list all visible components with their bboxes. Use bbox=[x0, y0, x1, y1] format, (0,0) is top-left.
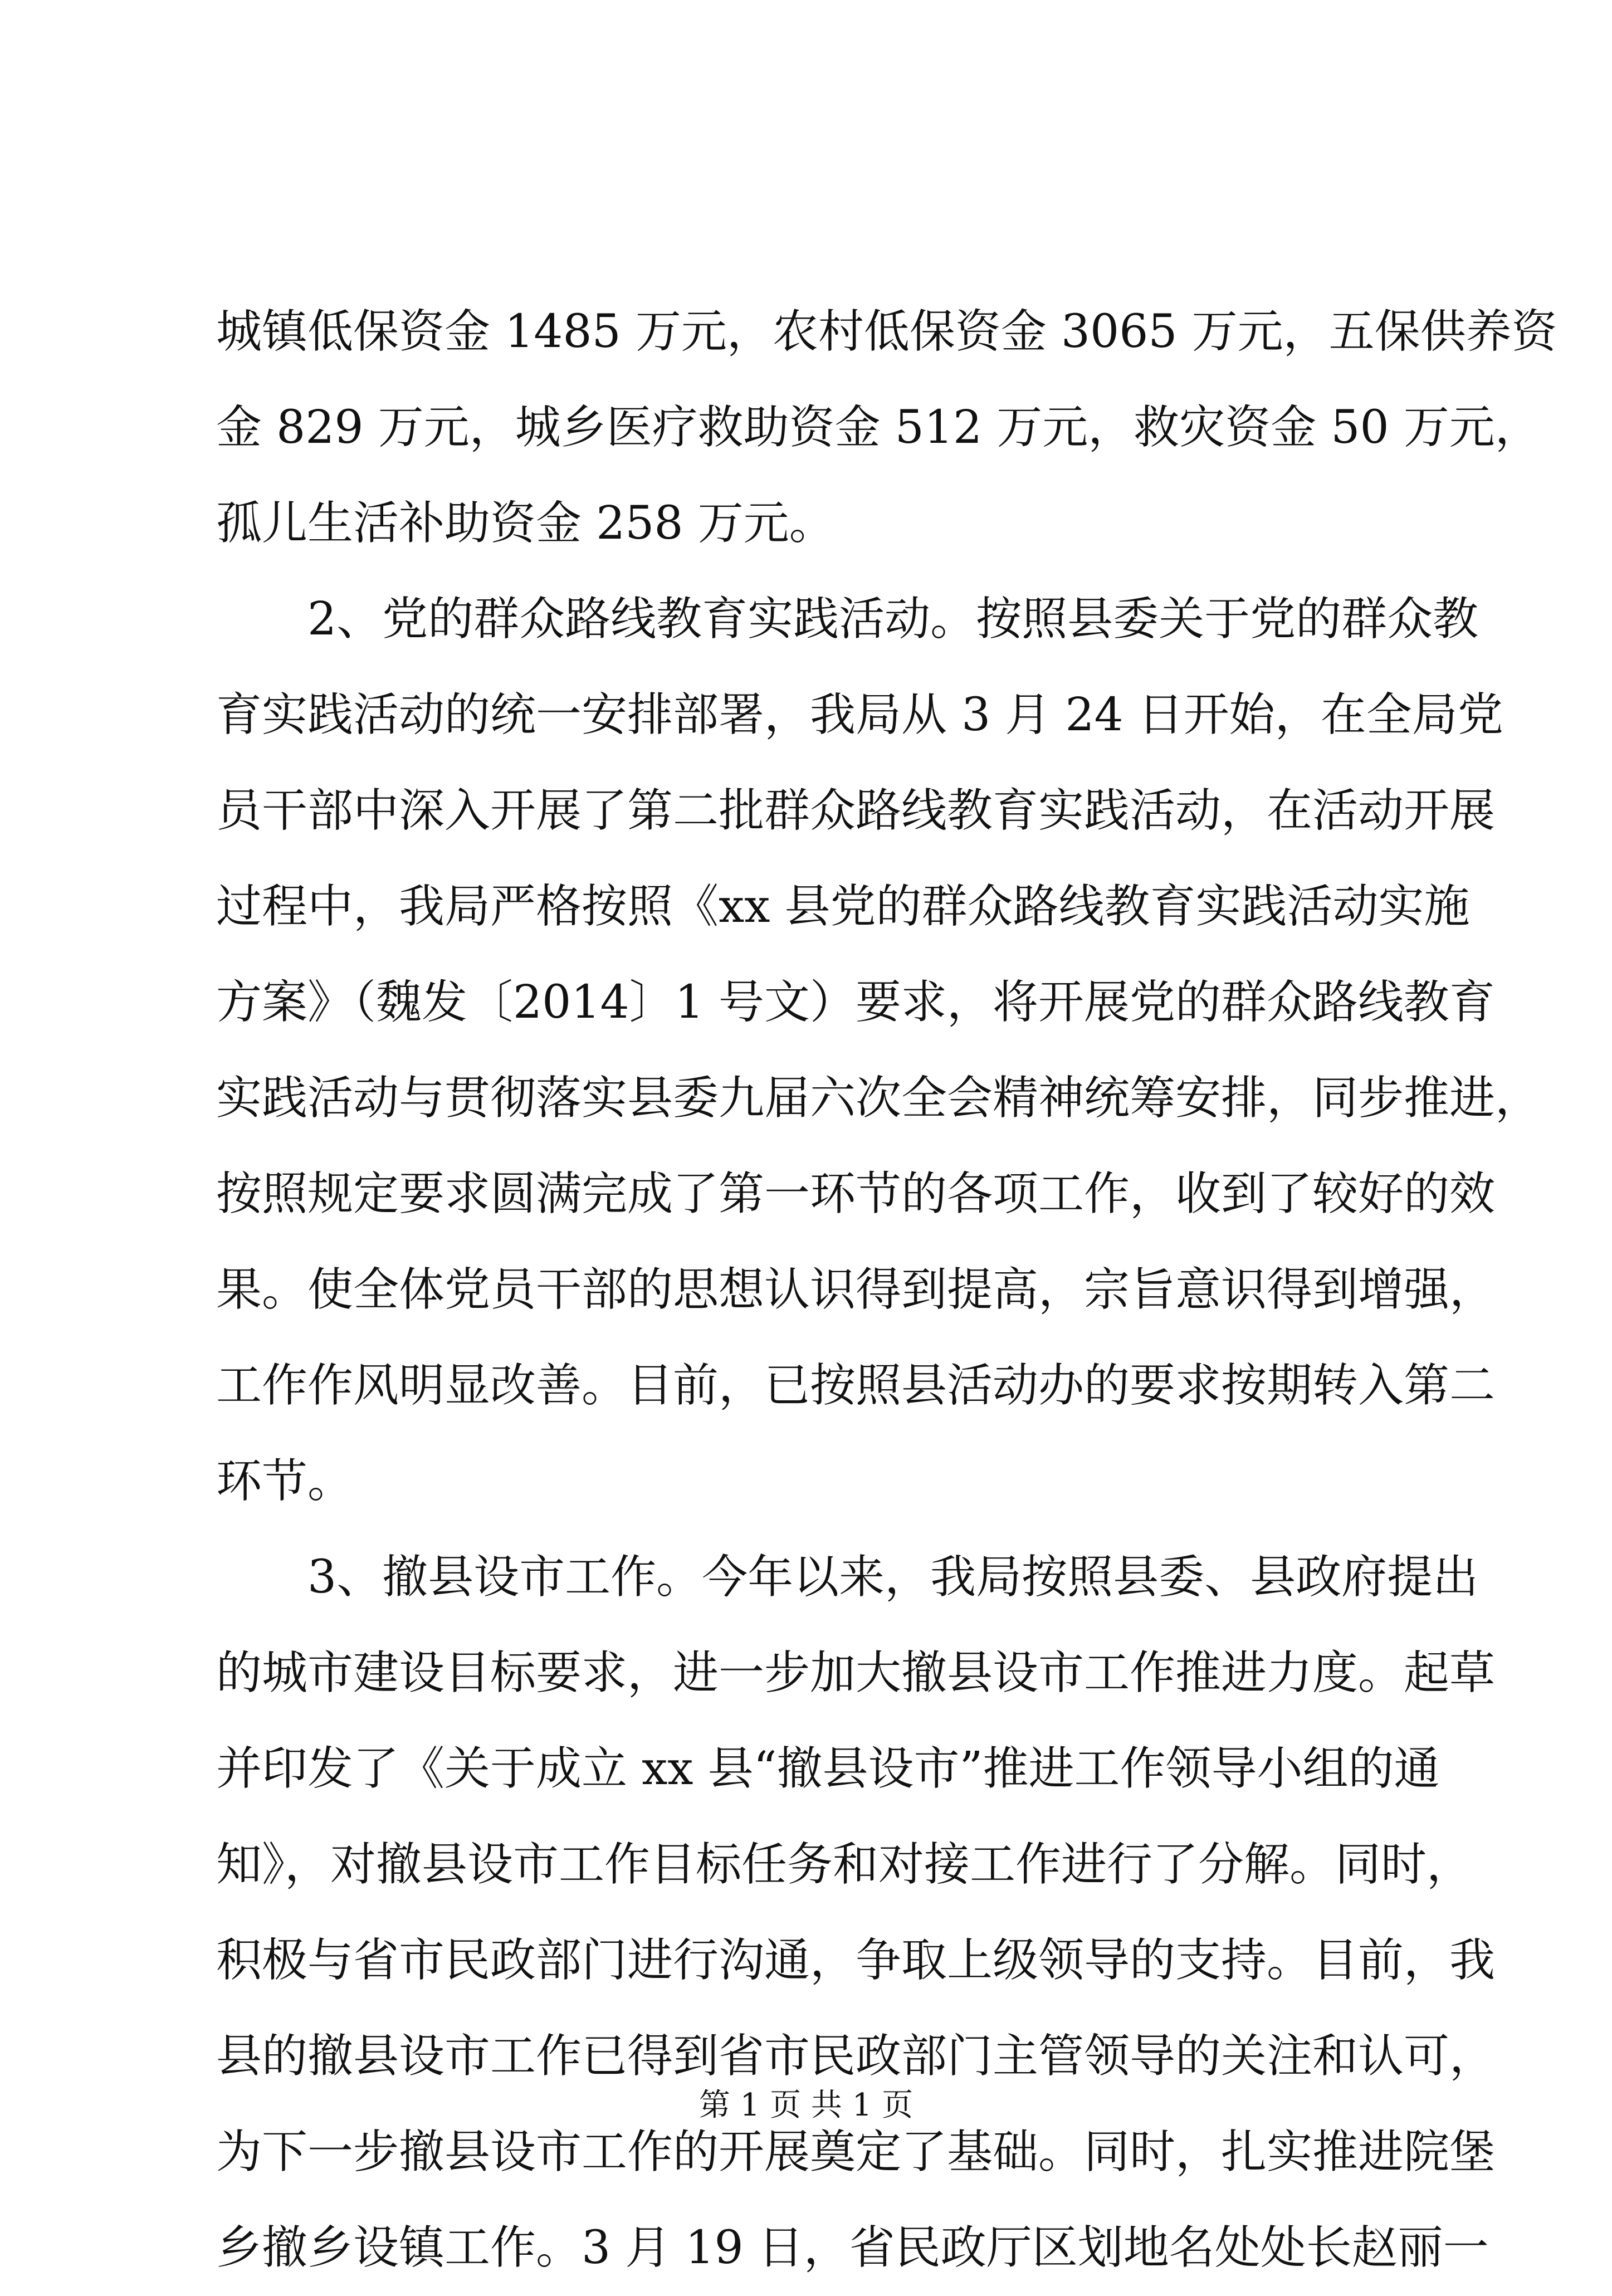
document-body bbox=[216, 284, 1557, 2296]
text-line: 县的撤县设市工作已得到省市民政部门主管领导的关注和认可， bbox=[216, 2030, 1496, 2083]
text-line: 为下一步撤县设市工作的开展奠定了基础。同时，扎实推进院堡 bbox=[216, 2126, 1496, 2178]
text-line: 孤儿生活补助资金 258 万元。 bbox=[216, 497, 835, 550]
text-line: 积极与省市民政部门进行沟通，争取上级领导的支持。目前，我 bbox=[216, 1934, 1496, 1987]
text-line: 乡撤乡设镇工作。3 月 19 日，省民政厅区划地名处处长赵丽一 bbox=[216, 2221, 1489, 2274]
text-line: 方案》（魏发〔2014〕1 号文）要求，将开展党的群众路线教育 bbox=[216, 976, 1495, 1029]
text-line: 并印发了《关于成立 xx 县“撤县设市”推进工作领导小组的通 bbox=[216, 1742, 1440, 1795]
text-line: 3、撤县设市工作。今年以来，我局按照县委、县政府提出 bbox=[307, 1551, 1479, 1604]
text-line: 城镇低保资金 1485 万元，农村低保资金 3065 万元，五保供养资 bbox=[216, 305, 1557, 358]
text-line: 实践活动与贯彻落实县委九届六次全会精神统筹安排，同步推进， bbox=[216, 1072, 1541, 1125]
text-line: 工作作风明显改善。目前，已按照县活动办的要求按期转入第二 bbox=[216, 1359, 1496, 1412]
text-line: 环节。 bbox=[216, 1455, 354, 1508]
text-line: 果。使全体党员干部的思想认识得到提高，宗旨意识得到增强， bbox=[216, 1263, 1496, 1316]
text-line: 金 829 万元，城乡医疗救助资金 512 万元，救灾资金 50 万元， bbox=[216, 401, 1541, 454]
text-line: 育实践活动的统一安排部署，我局从 3 月 24 日开始，在全局党 bbox=[216, 688, 1503, 741]
text-line: 知》，对撤县设市工作目标任务和对接工作进行了分解。同时， bbox=[216, 1838, 1473, 1891]
text-line: 的城市建设目标要求，进一步加大撤县设市工作推进力度。起草 bbox=[216, 1647, 1496, 1699]
page-number-footer: 第 1 页 共 1 页 bbox=[698, 2087, 914, 2123]
text-line: 员干部中深入开展了第二批群众路线教育实践活动，在活动开展 bbox=[216, 784, 1496, 837]
text-line: 2、党的群众路线教育实践活动。按照县委关于党的群众教 bbox=[307, 593, 1479, 646]
text-line: 按照规定要求圆满完成了第一环节的各项工作，收到了较好的效 bbox=[216, 1167, 1496, 1220]
text-line: 过程中，我局严格按照《xx 县党的群众路线教育实践活动实施 bbox=[216, 880, 1470, 933]
